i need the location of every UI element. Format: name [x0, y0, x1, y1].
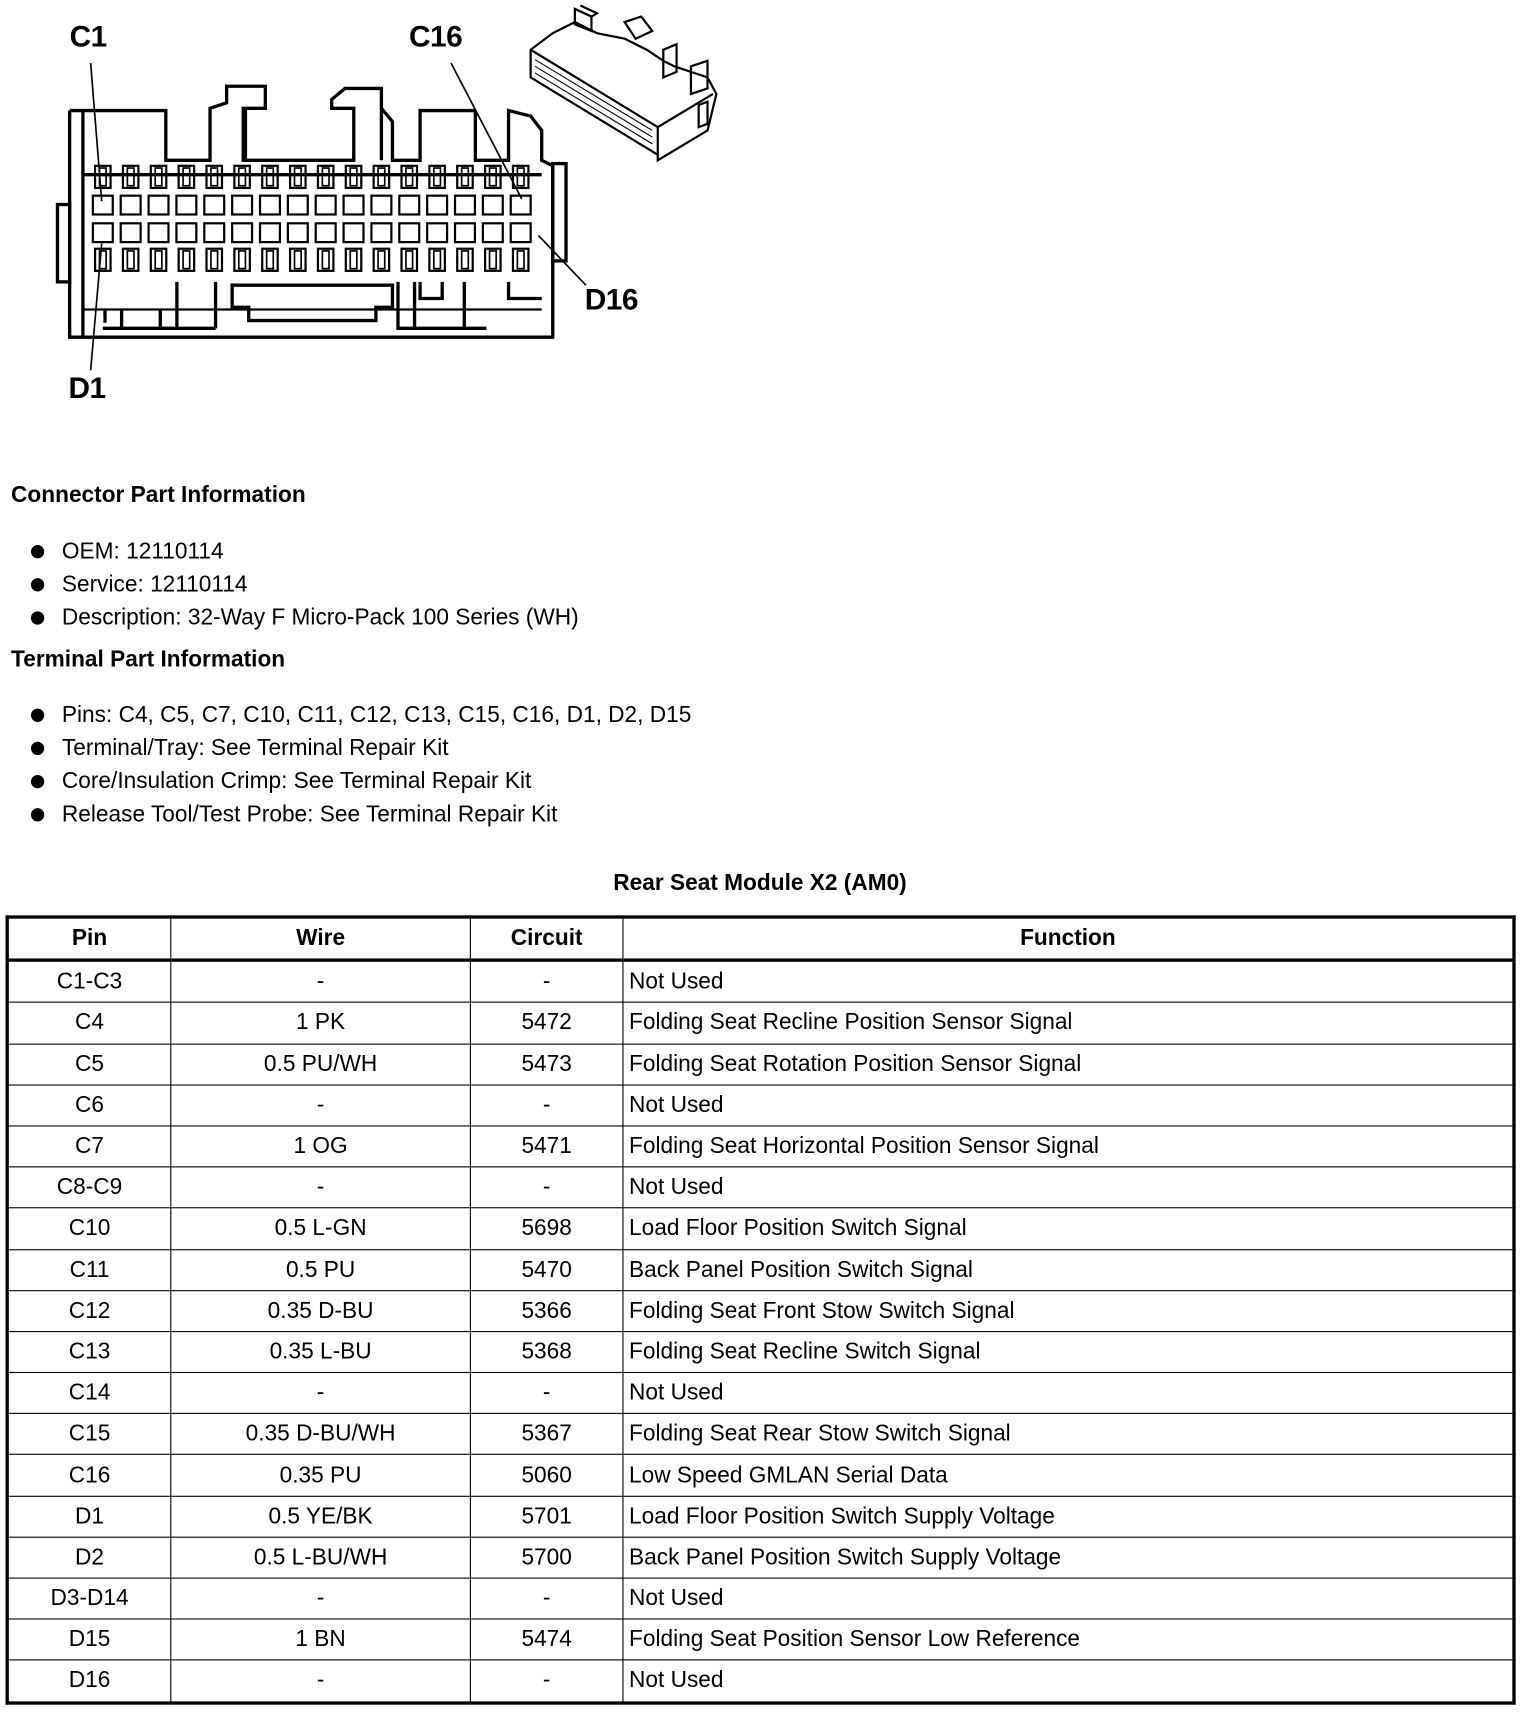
- pin-cell: C4: [7, 1003, 171, 1044]
- function-cell: Back Panel Position Switch Supply Voltage: [623, 1537, 1514, 1578]
- terminal-lock: [262, 166, 277, 188]
- wire-cell: -: [171, 1167, 471, 1208]
- terminal-lock: [95, 249, 110, 271]
- wire-cell: 1 PK: [171, 1003, 471, 1044]
- terminal-lock: [151, 166, 166, 188]
- terminal-lock-slot: [211, 251, 218, 269]
- pins-text: Pins: C4, C5, C7, C10, C11, C12, C13, C15, C16, D1, D2, D15: [61, 701, 692, 728]
- terminal-lock: [123, 166, 138, 188]
- table-row: [7, 1331, 1514, 1372]
- table-title: Rear Seat Module X2 (AM0): [613, 870, 907, 896]
- pin-cavity-c13: [427, 196, 447, 215]
- pin-cavity-d1: [93, 223, 113, 242]
- bullet-icon: [31, 775, 44, 788]
- circuit-cell: 5701: [470, 1496, 623, 1537]
- terminal-lock: [402, 166, 417, 188]
- terminal-lock-slot: [239, 168, 246, 186]
- terminal-lock-slot: [378, 251, 385, 269]
- function-cell: Folding Seat Front Stow Switch Signal: [623, 1290, 1514, 1331]
- function-cell: Folding Seat Rotation Position Sensor Signal: [623, 1044, 1514, 1085]
- pin-cavity-c1: [93, 196, 113, 215]
- list-item: [29, 568, 579, 601]
- pin-cell: C5: [7, 1044, 171, 1085]
- terminal-lock-slot: [406, 168, 413, 186]
- table-row: [7, 1167, 1514, 1208]
- pin-cavity-c7: [260, 196, 280, 215]
- function-cell: Not Used: [623, 1085, 1514, 1126]
- circuit-cell: -: [470, 1167, 623, 1208]
- terminal-lock: [290, 249, 305, 271]
- terminal-lock-slot: [462, 168, 469, 186]
- circuit-cell: -: [470, 960, 623, 1002]
- wire-cell: 1 OG: [171, 1126, 471, 1167]
- table-row: [7, 1126, 1514, 1167]
- terminal-lock: [457, 249, 472, 271]
- table-row: [7, 1537, 1514, 1578]
- circuit-cell: -: [470, 1085, 623, 1126]
- function-cell: Folding Seat Recline Position Sensor Signal: [623, 1003, 1514, 1044]
- terminal-lock: [207, 249, 222, 271]
- terminal-lock-slot: [322, 251, 329, 269]
- table-row: [7, 1455, 1514, 1496]
- table-row: [7, 1208, 1514, 1249]
- function-cell: Not Used: [623, 1373, 1514, 1414]
- connector-part-info-list: [29, 535, 579, 634]
- terminal-part-info-list: [29, 699, 692, 832]
- circuit-cell: 5474: [470, 1619, 623, 1660]
- pin-cavity-c6: [232, 196, 252, 215]
- terminal-tray-text: Terminal/Tray: See Terminal Repair Kit: [61, 735, 449, 761]
- bullet-icon: [31, 709, 44, 722]
- function-cell: Not Used: [623, 960, 1514, 1002]
- terminal-part-info-heading: Terminal Part Information: [11, 646, 286, 673]
- circuit-cell: -: [470, 1578, 623, 1619]
- terminal-lock: [374, 249, 389, 271]
- circuit-cell: 5473: [470, 1044, 623, 1085]
- terminal-lock-slot: [406, 251, 413, 269]
- terminal-lock: [429, 166, 444, 188]
- terminal-lock: [123, 249, 138, 271]
- terminal-lock-slot: [517, 168, 524, 186]
- wire-cell: 0.35 PU: [171, 1455, 471, 1496]
- terminal-lock-slot: [490, 251, 497, 269]
- connector-isometric-icon: [531, 6, 717, 161]
- terminal-lock-slot: [239, 251, 246, 269]
- circuit-cell: 5700: [470, 1537, 623, 1578]
- terminal-lock: [95, 166, 110, 188]
- wire-cell: 0.35 L-BU: [171, 1331, 471, 1372]
- table-row: [7, 1249, 1514, 1290]
- wire-cell: 0.5 L-BU/WH: [171, 1537, 471, 1578]
- terminal-lock-slot: [490, 168, 497, 186]
- pin-cavity-d8: [288, 223, 308, 242]
- pin-cell: D2: [7, 1537, 171, 1578]
- header-circuit: Circuit: [470, 917, 623, 960]
- function-cell: Load Floor Position Switch Signal: [623, 1208, 1514, 1249]
- header-wire: Wire: [171, 917, 471, 960]
- pin-label-c1: C1: [69, 19, 107, 54]
- terminal-lock: [485, 249, 500, 271]
- circuit-cell: 5470: [470, 1249, 623, 1290]
- pin-cavity-d15: [483, 223, 503, 242]
- pin-cavity-c12: [399, 196, 419, 215]
- pin-cell: D1: [7, 1496, 171, 1537]
- terminal-lock: [346, 166, 361, 188]
- table-row: [7, 1003, 1514, 1044]
- pin-cell: C1-C3: [7, 960, 171, 1002]
- pin-cavity-c4: [176, 196, 196, 215]
- table-header-row: [7, 917, 1514, 960]
- wire-cell: -: [171, 1085, 471, 1126]
- pin-cell: C14: [7, 1373, 171, 1414]
- function-cell: Not Used: [623, 1660, 1514, 1702]
- list-item: [29, 535, 579, 568]
- terminal-lock: [151, 249, 166, 271]
- pin-cell: C7: [7, 1126, 171, 1167]
- terminal-lock: [513, 249, 528, 271]
- bullet-icon: [31, 742, 44, 755]
- terminal-lock-slot: [183, 251, 190, 269]
- terminal-lock-slot: [211, 168, 218, 186]
- crimp-text: Core/Insulation Crimp: See Terminal Repair Kit: [61, 768, 532, 794]
- wire-cell: -: [171, 1373, 471, 1414]
- terminal-lock: [179, 166, 194, 188]
- pin-cavity-d13: [427, 223, 447, 242]
- pin-cell: C15: [7, 1414, 171, 1455]
- circuit-cell: 5368: [470, 1331, 623, 1372]
- terminal-lock-slot: [155, 251, 162, 269]
- function-cell: Low Speed GMLAN Serial Data: [623, 1455, 1514, 1496]
- function-cell: Folding Seat Recline Switch Signal: [623, 1331, 1514, 1372]
- table-row: [7, 1290, 1514, 1331]
- terminal-lock-slot: [183, 168, 190, 186]
- pin-cavity-c8: [288, 196, 308, 215]
- pin-cavity-d5: [204, 223, 224, 242]
- pin-cavity-c3: [149, 196, 169, 215]
- circuit-cell: 5698: [470, 1208, 623, 1249]
- circuit-cell: 5367: [470, 1414, 623, 1455]
- circuit-cell: -: [470, 1373, 623, 1414]
- pin-cell: C16: [7, 1455, 171, 1496]
- pin-label-d1: D1: [68, 371, 106, 405]
- pin-cavity-c10: [344, 196, 364, 215]
- release-tool-text: Release Tool/Test Probe: See Terminal Repair Kit: [61, 801, 558, 827]
- terminal-lock: [402, 249, 417, 271]
- list-item: [29, 798, 692, 831]
- pin-cavity-d12: [399, 223, 419, 242]
- pin-cavity-d4: [176, 223, 196, 242]
- bullet-icon: [31, 545, 44, 558]
- header-pin: Pin: [7, 917, 171, 960]
- pin-cavity-d11: [371, 223, 391, 242]
- table-row: [7, 1085, 1514, 1126]
- pin-cavity-c9: [316, 196, 336, 215]
- terminal-lock: [429, 249, 444, 271]
- pin-cell: C6: [7, 1085, 171, 1126]
- table-row: [7, 960, 1514, 1002]
- terminal-lock-slot: [127, 168, 134, 186]
- bullet-icon: [31, 808, 44, 821]
- description-text: Description: 32-Way F Micro-Pack 100 Series (WH): [61, 604, 579, 631]
- terminal-lock-slot: [434, 251, 441, 269]
- function-cell: Folding Seat Position Sensor Low Reference: [623, 1619, 1514, 1660]
- connector-body-outline: [70, 111, 553, 338]
- pin-cell: C11: [7, 1249, 171, 1290]
- circuit-cell: 5471: [470, 1126, 623, 1167]
- pin-cavity-c5: [204, 196, 224, 215]
- wire-cell: 1 BN: [171, 1619, 471, 1660]
- terminal-lock: [485, 166, 500, 188]
- wire-cell: 0.35 D-BU/WH: [171, 1414, 471, 1455]
- function-cell: Folding Seat Rear Stow Switch Signal: [623, 1414, 1514, 1455]
- pin-cavity-d2: [121, 223, 141, 242]
- list-item: [29, 699, 692, 732]
- function-cell: Back Panel Position Switch Signal: [623, 1249, 1514, 1290]
- table-row: [7, 1044, 1514, 1085]
- table-row: [7, 1414, 1514, 1455]
- pin-cavity-d10: [344, 223, 364, 242]
- connector-part-info-heading: Connector Part Information: [11, 481, 306, 508]
- pin-cell: C10: [7, 1208, 171, 1249]
- pin-cavity-c15: [483, 196, 503, 215]
- terminal-lock-slot: [517, 251, 524, 269]
- connector-face-diagram: [0, 0, 774, 420]
- table-row: [7, 1496, 1514, 1537]
- list-item: [29, 601, 579, 634]
- table-row: [7, 1373, 1514, 1414]
- wire-cell: 0.5 L-GN: [171, 1208, 471, 1249]
- terminal-lock-slot: [434, 168, 441, 186]
- pin-cavity-d7: [260, 223, 280, 242]
- pin-cell: D3-D14: [7, 1578, 171, 1619]
- terminal-lock: [234, 166, 249, 188]
- circuit-cell: 5060: [470, 1455, 623, 1496]
- function-cell: Folding Seat Horizontal Position Sensor Signal: [623, 1126, 1514, 1167]
- circuit-cell: 5472: [470, 1003, 623, 1044]
- oem-text: OEM: 12110114: [61, 538, 224, 564]
- terminal-lock-slot: [267, 251, 274, 269]
- pin-cavity-c2: [121, 196, 141, 215]
- wire-cell: 0.35 D-BU: [171, 1290, 471, 1331]
- terminal-lock-slot: [378, 168, 385, 186]
- table-row: [7, 1578, 1514, 1619]
- wire-cell: -: [171, 1660, 471, 1702]
- terminal-lock-slot: [155, 168, 162, 186]
- pin-cell: C8-C9: [7, 1167, 171, 1208]
- terminal-lock-slot: [295, 251, 302, 269]
- bullet-icon: [31, 611, 44, 624]
- terminal-lock: [179, 249, 194, 271]
- pin-cell: D15: [7, 1619, 171, 1660]
- terminal-lock-slot: [267, 168, 274, 186]
- pin-label-d16: D16: [584, 283, 638, 317]
- pin-cell: C12: [7, 1290, 171, 1331]
- pin-cavity-d6: [232, 223, 252, 242]
- terminal-lock: [374, 166, 389, 188]
- connector-pin-cavities: [93, 166, 531, 271]
- terminal-lock: [262, 249, 277, 271]
- table-row: [7, 1619, 1514, 1660]
- terminal-lock-slot: [322, 168, 329, 186]
- terminal-lock: [234, 249, 249, 271]
- header-function: Function: [623, 917, 1514, 960]
- service-text: Service: 12110114: [61, 571, 248, 597]
- pin-label-c16: C16: [409, 19, 463, 54]
- function-cell: Load Floor Position Switch Supply Voltage: [623, 1496, 1514, 1537]
- wire-cell: -: [171, 960, 471, 1002]
- terminal-lock-slot: [350, 168, 357, 186]
- terminal-lock-slot: [127, 251, 134, 269]
- pin-cavity-d3: [149, 223, 169, 242]
- table-row: [7, 1660, 1514, 1702]
- pin-cell: C13: [7, 1331, 171, 1372]
- terminal-lock: [318, 249, 333, 271]
- pin-cavity-c11: [371, 196, 391, 215]
- pin-cavity-d9: [316, 223, 336, 242]
- pin-cavity-d16: [511, 223, 531, 242]
- function-cell: Not Used: [623, 1167, 1514, 1208]
- wire-cell: -: [171, 1578, 471, 1619]
- circuit-cell: -: [470, 1660, 623, 1702]
- bullet-icon: [31, 578, 44, 591]
- terminal-lock: [457, 166, 472, 188]
- wire-cell: 0.5 YE/BK: [171, 1496, 471, 1537]
- wire-cell: 0.5 PU/WH: [171, 1044, 471, 1085]
- pin-cell: D16: [7, 1660, 171, 1702]
- terminal-lock: [346, 249, 361, 271]
- circuit-cell: 5366: [470, 1290, 623, 1331]
- list-item: [29, 765, 692, 798]
- terminal-lock: [513, 166, 528, 188]
- terminal-lock-slot: [295, 168, 302, 186]
- wire-cell: 0.5 PU: [171, 1249, 471, 1290]
- terminal-lock: [318, 166, 333, 188]
- pin-cavity-c14: [455, 196, 475, 215]
- list-item: [29, 732, 692, 765]
- terminal-lock-slot: [462, 251, 469, 269]
- pin-cavity-d14: [455, 223, 475, 242]
- terminal-lock: [290, 166, 305, 188]
- terminal-lock-slot: [350, 251, 357, 269]
- function-cell: Not Used: [623, 1578, 1514, 1619]
- pinout-table: [6, 915, 1516, 1704]
- terminal-lock: [207, 166, 222, 188]
